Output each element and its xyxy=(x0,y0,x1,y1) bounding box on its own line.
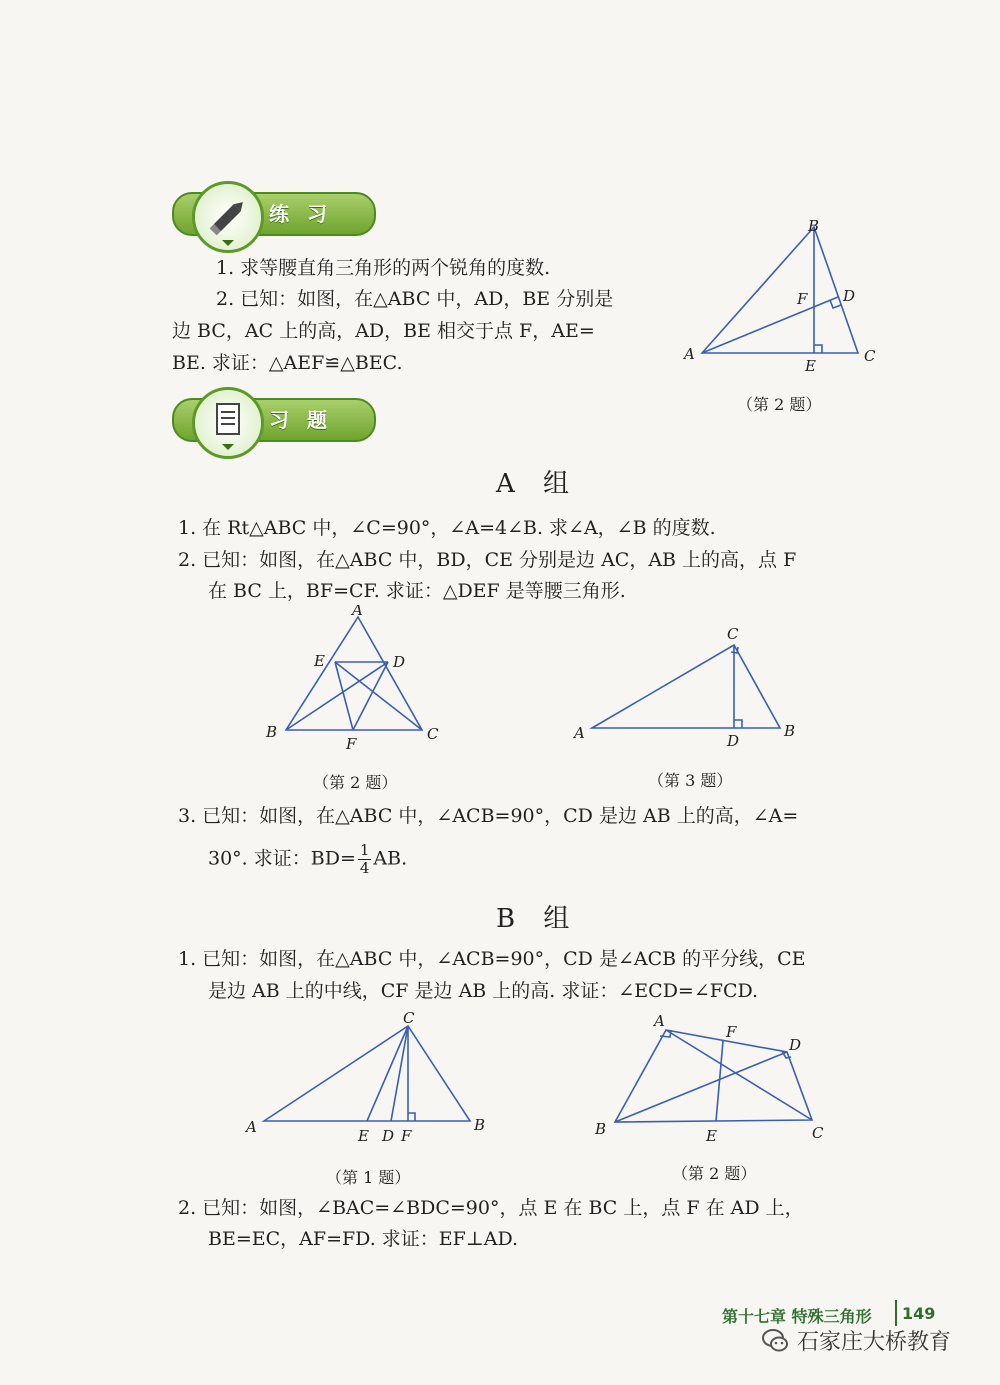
fig-label: B xyxy=(784,722,796,740)
b-q1-line2: 是边 AB 上的中线，CF 是边 AB 上的高. 求证：∠ECD=∠FCD. xyxy=(208,980,759,1002)
fig-label: B xyxy=(474,1116,486,1134)
a-fig3 xyxy=(570,622,810,752)
chapter-footer: 第十七章 特殊三角形 xyxy=(722,1307,872,1326)
footer-divider xyxy=(895,1300,897,1326)
fig-label: C xyxy=(727,625,739,643)
b-fig1-caption: （第 1 题） xyxy=(326,1168,411,1187)
fraction-numerator: 1 xyxy=(359,841,370,859)
fig-label: A xyxy=(574,724,585,742)
b-fig1 xyxy=(242,1008,497,1148)
b-fig2-caption: （第 2 题） xyxy=(672,1164,757,1183)
fig-label: B xyxy=(595,1120,607,1138)
practice-q1: 1. 求等腰直角三角形的两个锐角的度数. xyxy=(216,257,551,279)
practice-q2-line3: BE. 求证：△AEF≌△BEC. xyxy=(172,352,403,374)
notebook-icon xyxy=(192,387,264,459)
pencil-icon xyxy=(192,181,264,253)
group-b-heading: B 组 xyxy=(496,904,580,934)
practice-q2-line2: 边 BC，AC 上的高，AD，BE 相交于点 F，AE= xyxy=(172,320,595,342)
fraction xyxy=(358,842,372,877)
fraction-denominator: 4 xyxy=(359,859,370,877)
wechat-icon xyxy=(760,1325,790,1355)
a-fig2 xyxy=(260,605,450,755)
fig-label: E xyxy=(706,1127,717,1145)
fig-label: E xyxy=(314,652,325,670)
fig-label: D xyxy=(382,1127,395,1145)
a-q3-text-a: 30°. 求证：BD= xyxy=(208,847,356,870)
fig-label: D xyxy=(843,287,856,305)
a-q3-text-b: AB. xyxy=(373,847,408,870)
a-q2-line2: 在 BC 上，BF=CF. 求证：△DEF 是等腰三角形. xyxy=(208,580,626,602)
fig-label: F xyxy=(726,1023,737,1041)
a-fig3-caption: （第 3 题） xyxy=(648,771,733,790)
fig-label: F xyxy=(346,735,357,753)
b-q2-line2: BE=EC，AF=FD. 求证：EF⊥AD. xyxy=(208,1228,519,1250)
page-number: 149 xyxy=(902,1304,936,1323)
a-q3-line2 xyxy=(208,842,407,877)
fig-label: B xyxy=(266,723,278,741)
fig-label: A xyxy=(246,1118,257,1136)
practice-figure xyxy=(680,215,890,380)
fig-label: C xyxy=(403,1009,415,1027)
fig-label: F xyxy=(797,290,808,308)
fig-label: E xyxy=(805,357,816,375)
b-fig2 xyxy=(590,1010,835,1150)
watermark: 石家庄大桥教育 xyxy=(797,1330,952,1355)
b-q1-line1: 1. 已知：如图，在△ABC 中，∠ACB=90°，CD 是∠ACB 的平分线，CE xyxy=(178,948,806,970)
fig-label: D xyxy=(727,732,740,750)
practice-q2-line1: 2. 已知：如图，在△ABC 中，AD，BE 分别是 xyxy=(216,288,614,310)
fig-label: E xyxy=(358,1127,369,1145)
fig-label: C xyxy=(864,347,876,365)
fig-label: C xyxy=(812,1124,824,1142)
fig-label: B xyxy=(808,217,820,235)
fig-label: A xyxy=(684,345,695,363)
a-q2-line1: 2. 已知：如图，在△ABC 中，BD，CE 分别是边 AC，AB 上的高，点 F xyxy=(178,549,797,571)
exercise-title: 习题 xyxy=(269,408,345,432)
fig-label: D xyxy=(393,653,406,671)
a-q1: 1. 在 Rt△ABC 中，∠C=90°，∠A=4∠B. 求∠A，∠B 的度数. xyxy=(178,517,716,539)
practice-fig-caption: （第 2 题） xyxy=(737,395,822,414)
fig-label: D xyxy=(789,1036,802,1054)
a-q3-line1: 3. 已知：如图，在△ABC 中，∠ACB=90°，CD 是边 AB 上的高，∠A= xyxy=(178,805,799,827)
b-q2-line1: 2. 已知：如图，∠BAC=∠BDC=90°，点 E 在 BC 上，点 F 在 AD 上， xyxy=(178,1197,804,1219)
group-a-heading: A 组 xyxy=(496,469,580,499)
practice-title: 练习 xyxy=(269,202,345,226)
fig-label: C xyxy=(427,725,439,743)
a-fig2-caption: （第 2 题） xyxy=(313,773,398,792)
fig-label: A xyxy=(352,605,363,619)
fig-label: A xyxy=(654,1012,665,1030)
fig-label: F xyxy=(401,1127,412,1145)
